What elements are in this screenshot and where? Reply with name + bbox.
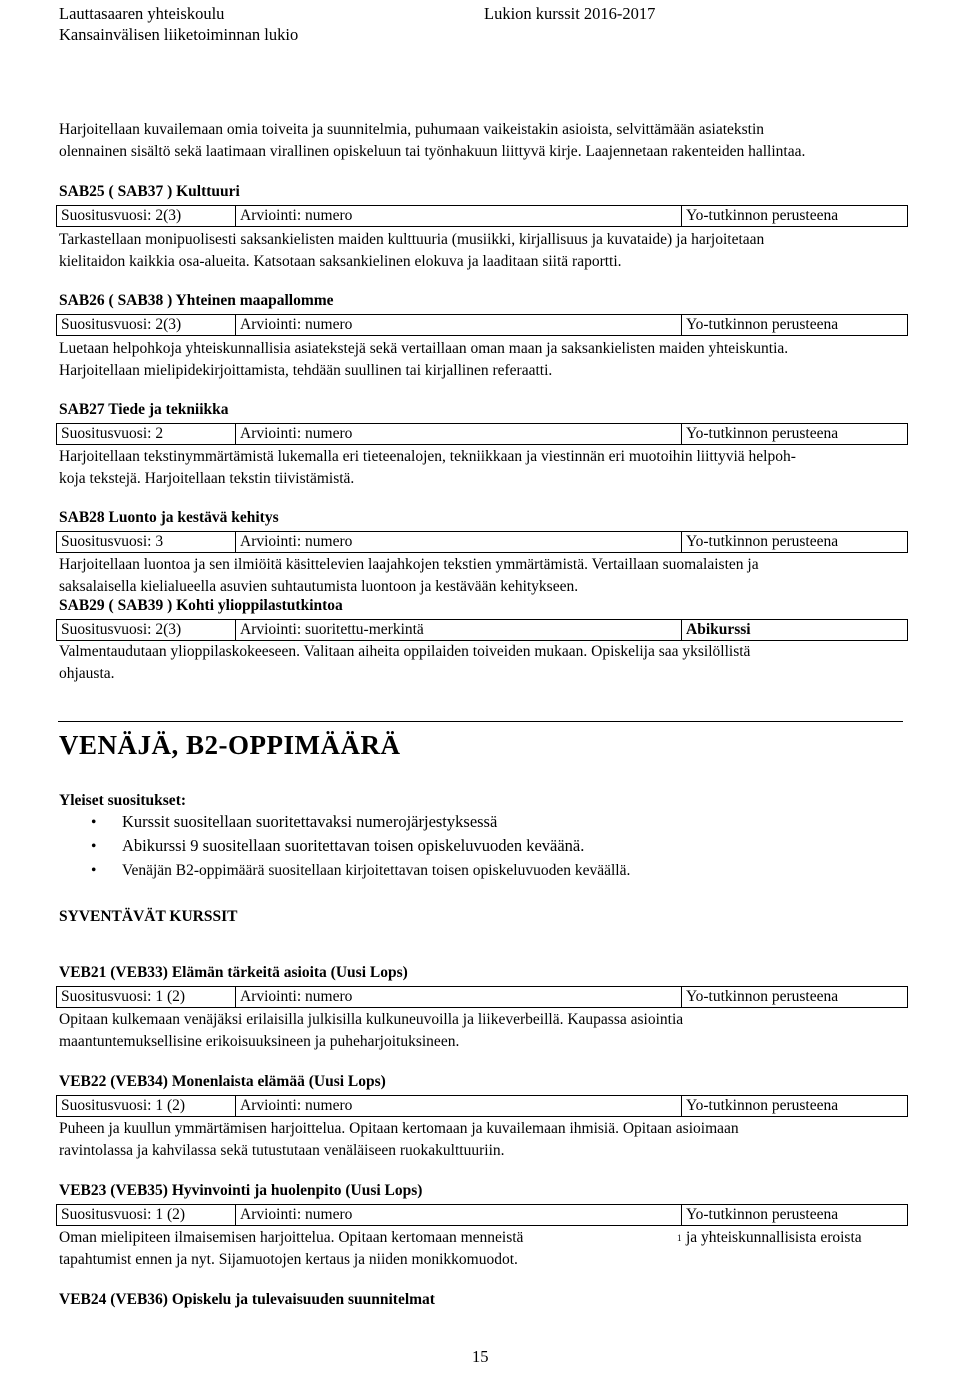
course-desc: Oman mielipiteen ilmaisemisen harjoittelua. Opitaan kertomaan menneistä (59, 1229, 524, 1246)
course-desc: saksalaisella kielialueella asuvien suhtautumista luontoon ja kestävään kehitykseen. (59, 578, 579, 595)
evaluation: Arviointi: numero (240, 1206, 353, 1223)
course-info-row (56, 205, 908, 227)
course-desc: Valmentaudutaan ylioppilaskokeeseen. Valitaan aiheita oppilaiden toiveiden mukaan. Opiskelija saa yksilöllistä (59, 643, 751, 660)
course-desc: tapahtumist ennen ja nyt. Sijamuotojen kertaus ja niiden monikkomuodot. (59, 1251, 518, 1268)
exam-note: Abikurssi (686, 621, 751, 638)
divider (235, 315, 236, 335)
exam-note: Yo-tutkinnon perusteena (686, 1097, 839, 1114)
divider (235, 987, 236, 1007)
recommended-year: Suositusvuosi: 2 (61, 425, 164, 442)
course-title: SAB26 ( SAB38 ) Yhteinen maapallomme (59, 292, 334, 309)
intro-line-2: olennainen sisältö sekä laatimaan virallinen opiskeluun tai työnhakuun liittyvä kirje. Laajennetaan rakenteiden hallintaa. (59, 143, 806, 160)
evaluation: Arviointi: numero (240, 425, 353, 442)
course-desc: ja yhteiskunnallisista eroista (686, 1229, 862, 1246)
course-desc: Harjoitellaan tekstinymmärtämistä lukemalla eri tieteenalojen, tekniikkaan ja viestinnän eri muotoihin liittyviä helpoh- (59, 448, 796, 465)
course-desc: kielitaidon kaikkia osa-alueita. Katsotaan saksankielinen elokuva ja laaditaan siitä raportti. (59, 253, 622, 270)
course-title: SAB28 Luonto ja kestävä kehitys (59, 509, 279, 526)
evaluation: Arviointi: numero (240, 1097, 353, 1114)
bullet-glyph: • (91, 838, 97, 855)
course-info-row (56, 619, 908, 641)
divider (235, 206, 236, 226)
course-title: VEB24 (VEB36) Opiskelu ja tulevaisuuden suunnitelmat (59, 1291, 435, 1308)
header-school: Lauttasaaren yhteiskoulu (59, 4, 225, 23)
course-info-row (56, 423, 908, 445)
bullet-glyph: • (91, 814, 97, 831)
course-info-row (56, 314, 908, 336)
exam-note: Yo-tutkinnon perusteena (686, 425, 839, 442)
intro-line-1: Harjoitellaan kuvailemaan omia toiveita ja suunnitelmia, puhumaan vaikeistakin asioista, selvittämään asiatekstin (59, 121, 765, 138)
course-desc: Tarkastellaan monipuolisesti saksankielisten maiden kulttuuria (musiikki, kirjallisuus ja kuvataide) ja harjoitetaan (59, 231, 765, 248)
header-right: Lukion kurssit 2016-2017 (484, 4, 656, 23)
divider (235, 532, 236, 552)
course-desc: Puheen ja kuullun ymmärtämisen harjoittelua. Opitaan kertomaan ja kuvailemaan ihmisiä. Opitaan asioimaan (59, 1120, 739, 1137)
divider (681, 620, 682, 640)
course-info-row (56, 986, 908, 1008)
course-title: SAB27 Tiede ja tekniikka (59, 401, 229, 418)
section-heading: VENÄJÄ, B2-OPPIMÄÄRÄ (59, 730, 401, 760)
bullet-item: Kurssit suositellaan suoritettavaksi numerojärjestyksessä (122, 812, 498, 831)
divider (681, 315, 682, 335)
divider (681, 206, 682, 226)
exam-note: Yo-tutkinnon perusteena (686, 207, 839, 224)
section-rule (58, 721, 903, 722)
recommended-year: Suositusvuosi: 2(3) (61, 207, 182, 224)
course-desc: ravintolassa ja kahvilassa sekä tutustutaan venäläiseen ruokakulttuuriin. (59, 1142, 505, 1159)
course-desc: Luetaan helpohkoja yhteiskunnallisia asiatekstejä sekä vertaillaan oman maan ja saksankielisten maiden yhteiskuntia. (59, 340, 789, 357)
course-desc: ohjausta. (59, 665, 115, 682)
course-title: SAB29 ( SAB39 ) Kohti ylioppilastutkintoa (59, 597, 343, 614)
course-desc: koja tekstejä. Harjoitellaan tekstin tiivistämistä. (59, 470, 355, 487)
page-number: 15 (472, 1347, 489, 1366)
course-title: SAB25 ( SAB37 ) Kulttuuri (59, 183, 240, 200)
general-label: Yleiset suositukset: (59, 792, 187, 809)
course-info-row (56, 1204, 908, 1226)
course-info-row (56, 531, 908, 553)
recommended-year: Suositusvuosi: 1 (2) (61, 1097, 186, 1114)
course-desc: Opitaan kulkemaan venäjäksi erilaisilla julkisilla kulkuneuvoilla ja liikeverbeillä. Kaupassa asiointia (59, 1011, 684, 1028)
bullet-glyph: • (91, 862, 97, 879)
course-title: VEB23 (VEB35) Hyvinvointi ja huolenpito (Uusi Lops) (59, 1182, 423, 1199)
evaluation: Arviointi: numero (240, 988, 353, 1005)
header-subtitle: Kansainvälisen liiketoiminnan lukio (59, 25, 299, 44)
divider (235, 620, 236, 640)
recommended-year: Suositusvuosi: 2(3) (61, 621, 182, 638)
divider (681, 1096, 682, 1116)
evaluation: Arviointi: suoritettu-merkintä (240, 621, 424, 638)
course-desc: Harjoitellaan luontoa ja sen ilmiöitä käsittelevien laajahkojen tekstien ymmärtämistä. Vertaillaan suomalaisten ja (59, 556, 759, 573)
course-desc: maantuntemuksellisine erikoisuuksineen ja puheharjoituksineen. (59, 1033, 460, 1050)
exam-note: Yo-tutkinnon perusteena (686, 316, 839, 333)
recommended-year: Suositusvuosi: 2(3) (61, 316, 182, 333)
footnote-mark: 1 (677, 1233, 682, 1243)
exam-note: Yo-tutkinnon perusteena (686, 1206, 839, 1223)
evaluation: Arviointi: numero (240, 316, 353, 333)
bullet-item: Abikurssi 9 suositellaan suoritettavan toisen opiskeluvuoden keväänä. (122, 836, 585, 855)
course-title: VEB22 (VEB34) Monenlaista elämää (Uusi Lops) (59, 1073, 386, 1090)
bullet-item: Venäjän B2-oppimäärä suositellaan kirjoitettavan toisen opiskeluvuoden keväällä. (122, 862, 631, 879)
divider (681, 987, 682, 1007)
exam-note: Yo-tutkinnon perusteena (686, 988, 839, 1005)
exam-note: Yo-tutkinnon perusteena (686, 533, 839, 550)
divider (235, 424, 236, 444)
divider (681, 532, 682, 552)
course-info-row (56, 1095, 908, 1117)
course-title: VEB21 (VEB33) Elämän tärkeitä asioita (Uusi Lops) (59, 964, 408, 981)
divider (235, 1096, 236, 1116)
recommended-year: Suositusvuosi: 1 (2) (61, 1206, 186, 1223)
recommended-year: Suositusvuosi: 3 (61, 533, 164, 550)
subheading: SYVENTÄVÄT KURSSIT (59, 908, 238, 925)
course-desc: Harjoitellaan mielipidekirjoittamista, tehdään suullinen tai kirjallinen referaatti. (59, 362, 553, 379)
evaluation: Arviointi: numero (240, 533, 353, 550)
recommended-year: Suositusvuosi: 1 (2) (61, 988, 186, 1005)
divider (235, 1205, 236, 1225)
evaluation: Arviointi: numero (240, 207, 353, 224)
divider (681, 1205, 682, 1225)
divider (681, 424, 682, 444)
